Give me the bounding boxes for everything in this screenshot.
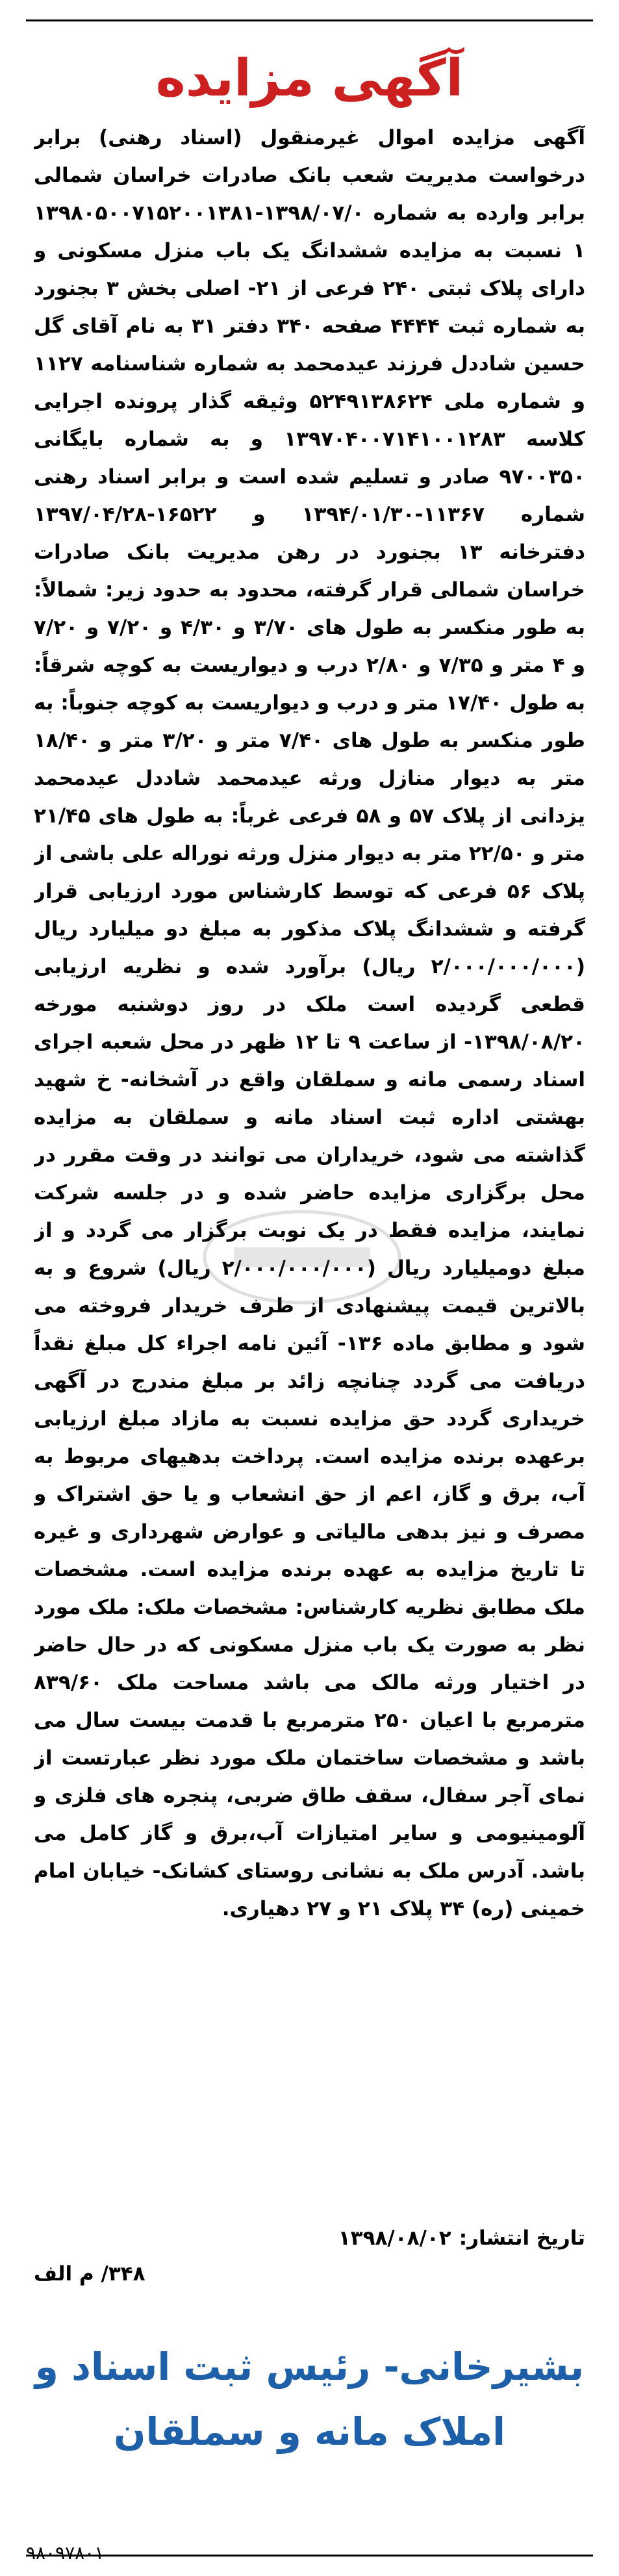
ad-reference-code: ۳۴۸/ م الف [34,2262,145,2286]
ad-body-text: آگهی مزایده اموال غیرمنقول (اسناد رهنی) برابر درخواست مدیریت شعب بانک صادرات خراسان شمالی برابر وارده به شماره ۱۳۹۸/۰۷/۰-۱۳۹۸۰۵۰۰۷۱۵۲۰۰۱۳۸۱ ۱ نسبت به مزایده ششدانگ یک باب منزل مسکونی و دارای پلاک ثبتی ۲۴۰ فرعی از ۲۱- اصلی بخش ۳ بجنورد به شماره ثبت ۴۴۴۴ صفحه ۳۴۰ دفتر ۳۱ به نام آقای گل حسین شاددل فرزند عیدمحمد به شماره شناسنامه ۱۱۲۷ و شماره ملی ۵۲۴۹۱۳۸۶۲۴ وثیقه گذار پرونده اجرایی کلاسه ۱۳۹۷۰۴۰۰۷۱۴۱۰۰۱۲۸۳ و به شماره بایگانی ۹۷۰۰۳۵۰ صادر و تسلیم شده است و برابر اسناد رهنی شماره ۱۱۳۶۷-۱۳۹۴/۰۱/۳۰ و ۱۶۵۲۲-۱۳۹۷/۰۴/۲۸ دفترخانه ۱۳ بجنورد در رهن مدیریت بانک صادرات خراسان شمالی قرار گرفته، محدود به حدود زیر: شمالاً: به طور منکسر به طول های ۳/۷۰ و ۴/۳۰ و ۷/۲۰ و ۷/۲۰ و ۴ متر و ۷/۳۵ و ۲/۸۰ درب و دیواریست به کوچه شرقاً: به طول ۱۷/۴۰ متر و درب و دیواریست به کوچه جنوباً: به طور منکسر به طول های ۷/۴۰ متر و ۳/۲۰ متر و ۱۸/۴۰ متر به دیوار منازل ورثه عیدمحمد شاددل عیدمحمد یزدانی از پلاک ۵۷ و ۵۸ فرعی غرباً: به طول های ۲۱/۴۵ متر و ۲۲/۵۰ متر به دیوار منزل ورثه نوراله علی باشی از پلاک ۵۶ فرعی که توسط کارشناس مورد ارزیابی قرار گرفته و ششدانگ پلاک مذکور به مبلغ دو میلیارد ریال (۲/۰۰۰/۰۰۰/۰۰۰ ریال) برآورد شده و نظریه ارزیابی قطعی گردیده است ملک در روز دوشنبه مورخه ۱۳۹۸/۰۸/۲۰- از ساعت ۹ تا ۱۲ ظهر در محل شعبه اجرای اسناد رسمی مانه و سملقان واقع در آشخانه- خ شهید بهشتی اداره ثبت اسناد مانه و سملقان به مزایده گذاشته می شود، خریداران می توانند در وقت مقرر در محل برگزاری مزایده حاضر شده و در جلسه شرکت نمایند، مزایده فقط در یک نوبت برگزار می گردد و از مبلغ دومیلیارد ریال (۲/۰۰۰/۰۰۰/۰۰۰ ریال) شروع و به بالاترین قیمت پیشنهادی از طرف خریدار فروخته می شود و مطابق ماده ۱۳۶- آئین نامه اجراء کل مبلغ نقداً دریافت می گردد چنانچه زائد بر مبلغ مندرج در آگهی خریداری گردد حق مزایده نسبت به مازاد مبلغ ارزیابی برعهده برنده مزایده است. پرداخت بدهیهای مربوط به آب، برق و گاز، اعم از حق انشعاب و یا حق اشتراک و مصرف و نیز بدهی مالیاتی و عوارض شهرداری و غیره تا تاریخ مزایده به عهده برنده مزایده است. مشخصات ملک مطابق نظریه کارشناس: مشخصات ملک: ملک مورد نظر به صورت یک باب منزل مسکونی که در حال حاضر در اختیار ورثه مالک می باشد مساحت ملک ۸۳۹/۶۰ مترمربع با اعیان ۲۵۰ مترمربع با قدمت بیست سال می باشد و مشخصات ساختمان ملک مورد نظر عبارتست از نمای آجر سفال، سقف طاق ضربی، پنجره های فلزی و آلومینیومی و سایر امتیازات آب،برق و گاز کامل می باشد. آدرس ملک به نشانی روستای کشانک- خیابان امام خمینی (ره) ۳۴ پلاک ۲۱ و ۲۷ دهیاری. [34,126,585,1920]
publish-date-value: ۱۳۹۸/۰۸/۰۲ [338,2226,451,2250]
signature-line-2: املاک مانه و سملقان [113,2410,506,2454]
signature-line-1: بشیرخانی- رئیس ثبت اسناد و [34,2345,585,2389]
publish-info [34,2221,585,2292]
publish-date-line [338,2221,585,2256]
signature-block [26,2334,593,2464]
publish-date-label: تاریخ انتشار: [459,2226,585,2250]
ad-title: آگهی مزایده [155,49,464,108]
ad-page [26,19,593,2557]
footer-code: ٩٨٠٩٧٨٠١ [26,2542,105,2564]
